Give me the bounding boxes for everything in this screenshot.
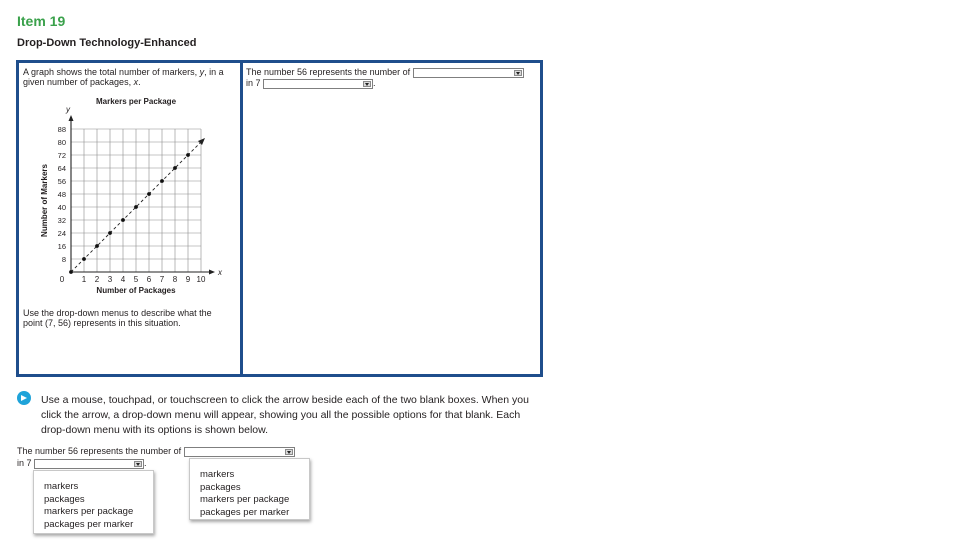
demo-line-2	[17, 458, 147, 469]
y-tick-label: 64	[57, 164, 66, 173]
menu-option[interactable]: markers	[44, 481, 79, 492]
chart-title: Markers per Package	[95, 97, 177, 106]
data-point	[108, 231, 112, 235]
x-tick-label: 9	[185, 275, 191, 284]
x-tick-label: 7	[159, 275, 165, 284]
response-text-in: in 7	[246, 78, 261, 88]
chevron-down-icon[interactable]	[514, 70, 522, 76]
pane-divider	[240, 63, 243, 374]
stem-text-2: , in a given number of packages,	[23, 67, 224, 87]
y-tick-label: 56	[57, 177, 66, 186]
response-area	[246, 67, 536, 89]
stem-text-1: A graph shows the total number of markers,	[23, 67, 200, 77]
x-axis-arrow-icon	[209, 270, 215, 275]
stem-var-y: y	[199, 67, 205, 77]
x-tick-label: 10	[196, 275, 206, 284]
data-point	[186, 153, 190, 157]
dropdown-1[interactable]	[413, 68, 524, 78]
markers-chart	[23, 93, 228, 303]
menu-option[interactable]: packages per marker	[44, 518, 134, 530]
data-point	[69, 270, 73, 274]
data-point	[121, 218, 125, 222]
x-tick-label: 2	[94, 275, 100, 284]
x-tick-label: 5	[133, 275, 139, 284]
y-tick-label: 48	[57, 190, 66, 199]
chevron-down-icon[interactable]	[363, 81, 371, 87]
data-point	[173, 166, 177, 170]
x-axis-variable: x	[218, 268, 222, 277]
trend-arrow-icon	[198, 138, 205, 145]
instructions-text: Use a mouse, touchpad, or touchscreen to click the arrow beside each of the two blank boxes. When you click the arrow, a drop-down menu will appear, showing you all the possible options for that blank. Each drop-down menu with its options is shown below.	[41, 394, 529, 436]
item-title: Item 19	[17, 13, 66, 29]
y-tick-label: 8	[61, 255, 66, 264]
dropdown-menu-2	[33, 470, 154, 534]
x-tick-label: 1	[81, 275, 87, 284]
menu-option[interactable]: packages	[44, 493, 85, 505]
x-tick-label: 3	[107, 275, 113, 284]
data-point	[82, 257, 86, 261]
question-text: Use the drop-down menus to describe what the point (7, 56) represents in this situation.	[23, 308, 212, 328]
x-axis-label: Number of Packages	[96, 286, 176, 295]
chevron-down-icon[interactable]	[134, 461, 142, 467]
y-tick-label: 40	[57, 203, 66, 212]
data-point	[95, 244, 99, 248]
y-tick-label: 16	[57, 242, 66, 251]
response-text-end: .	[373, 78, 376, 88]
arrow-right-circle-icon	[17, 391, 31, 405]
demo-dropdown-1[interactable]	[184, 447, 295, 457]
menu-option[interactable]: markers per package	[200, 494, 290, 505]
demo-text-end: .	[144, 458, 147, 468]
demo-text-before: The number 56 represents the number of	[17, 446, 182, 456]
data-point	[134, 205, 138, 209]
data-point	[160, 179, 164, 183]
demo-text-in: in 7	[17, 458, 32, 468]
x-tick-label: 6	[146, 275, 152, 284]
menu-option[interactable]: packages per marker	[200, 506, 290, 518]
dropdown-menu-1	[189, 458, 310, 520]
menu-option[interactable]: markers	[200, 469, 235, 480]
menu-option[interactable]: packages	[200, 481, 241, 493]
item-type-subtitle: Drop-Down Technology-Enhanced	[17, 37, 197, 49]
y-tick-label: 72	[57, 151, 66, 160]
y-tick-label: 32	[57, 216, 66, 225]
item-stem	[23, 67, 238, 87]
y-tick-label: 80	[57, 138, 66, 147]
demo-line-1	[17, 446, 295, 457]
y-tick-label: 88	[57, 125, 66, 134]
y-tick-label: 24	[57, 229, 66, 238]
demo-dropdown-2[interactable]	[34, 459, 144, 469]
data-point	[147, 192, 151, 196]
dropdown-2[interactable]	[263, 79, 373, 89]
y-axis-arrow-icon	[69, 115, 74, 121]
x-tick-label: 8	[172, 275, 178, 284]
menu-option[interactable]: markers per package	[44, 506, 134, 517]
y-axis-label: Number of Markers	[40, 164, 49, 237]
origin-label: 0	[59, 275, 65, 284]
response-text-before: The number 56 represents the number of	[246, 67, 411, 77]
x-tick-label: 4	[120, 275, 126, 284]
stem-text-3: .	[138, 77, 141, 87]
stem-var-x: x	[133, 77, 139, 87]
item-frame	[16, 60, 543, 377]
chevron-down-icon[interactable]	[285, 449, 293, 455]
y-axis-variable: y	[66, 105, 70, 114]
